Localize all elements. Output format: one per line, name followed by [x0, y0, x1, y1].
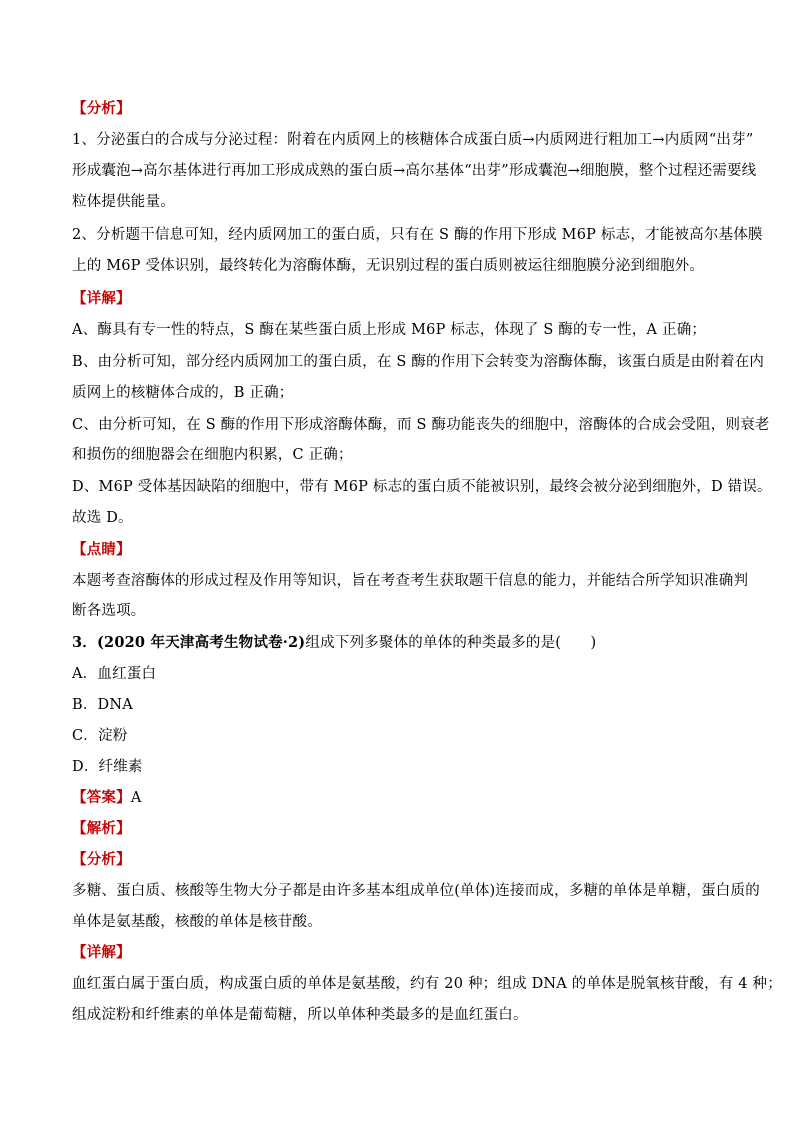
- option-d: D．纤维素: [72, 759, 143, 775]
- detail-line: 质网上的核糖体合成的，B 正确；: [72, 385, 294, 401]
- question-3-stem: [72, 633, 596, 653]
- detail-heading: 【详解】: [72, 290, 131, 307]
- detail-line-2: 血红蛋白属于蛋白质，构成蛋白质的单体是氨基酸，约有 20 种；组成 DNA 的单体是脱氧核苷酸，有 4 种；: [72, 976, 782, 992]
- explain-heading: 【解析】: [72, 820, 131, 837]
- analysis-heading: 【分析】: [72, 100, 131, 117]
- analysis-line-2: 单体是氨基酸，核酸的单体是核苷酸。: [72, 914, 322, 930]
- detail-line: B、由分析可知，部分经内质网加工的蛋白质，在 S 酶的作用下会转变为溶酶体酶，该蛋白质是由附着在内: [72, 354, 765, 370]
- detail-heading-2: 【详解】: [72, 944, 131, 961]
- analysis-heading-2: 【分析】: [72, 851, 131, 868]
- question-text: 组成下列多聚体的单体的种类最多的是( ): [305, 635, 597, 651]
- analysis-line-2: 多糖、蛋白质、核酸等生物大分子都是由许多基本组成单位(单体)连接而成，多糖的单体是单糖，蛋白质的: [72, 883, 760, 899]
- comment-line: 断各选项。: [72, 603, 146, 619]
- answer-value: A: [130, 790, 142, 806]
- analysis-line: 形成囊泡→高尔基体进行再加工形成成熟的蛋白质→高尔基体“出芽”形成囊泡→细胞膜，整个过程还需要线: [72, 163, 757, 179]
- comment-line: 本题考查溶酶体的形成过程及作用等知识，旨在考查考生获取题干信息的能力，并能结合所学知识准确判: [72, 573, 749, 589]
- comment-heading: 【点睛】: [72, 541, 131, 558]
- analysis-line: 上的 M6P 受体识别，最终转化为溶酶体酶，无识别过程的蛋白质则被运往细胞膜分泌到细胞外。: [72, 258, 705, 274]
- analysis-line: 粒体提供能量。: [72, 194, 175, 210]
- detail-line-2: 组成淀粉和纤维素的单体是葡萄糖，所以单体种类最多的是血红蛋白。: [72, 1007, 528, 1023]
- detail-line: D、M6P 受体基因缺陷的细胞中，带有 M6P 标志的蛋白质不能被识别，最终会被分泌到细胞外，D 错误。: [72, 479, 772, 495]
- detail-line: 和损伤的细胞器会在细胞内积累，C 正确；: [72, 447, 353, 463]
- detail-line: A、酶具有专一性的特点，S 酶在某些蛋白质上形成 M6P 标志，体现了 S 酶的专一性，A 正确；: [72, 322, 707, 338]
- answer-line: [72, 788, 141, 808]
- question-number: 3．: [72, 634, 97, 651]
- analysis-line: 1、分泌蛋白的合成与分泌过程：附着在内质网上的核糖体合成蛋白质→内质网进行粗加工→内质网“出芽”: [72, 132, 754, 148]
- option-b: B．DNA: [72, 697, 133, 713]
- detail-line: C、由分析可知，在 S 酶的作用下形成溶酶体酶，而 S 酶功能丧失的细胞中，溶酶体的合成会受阻，则衰老: [72, 417, 770, 433]
- question-source: (2020 年天津高考生物试卷·2): [97, 634, 306, 651]
- answer-heading: 【答案】: [72, 789, 131, 806]
- detail-line: 故选 D。: [72, 510, 133, 526]
- analysis-line: 2、分析题干信息可知，经内质网加工的蛋白质，只有在 S 酶的作用下形成 M6P 标志，才能被高尔基体膜: [72, 227, 763, 243]
- option-a: A．血红蛋白: [72, 666, 157, 682]
- option-c: C．淀粉: [72, 728, 128, 744]
